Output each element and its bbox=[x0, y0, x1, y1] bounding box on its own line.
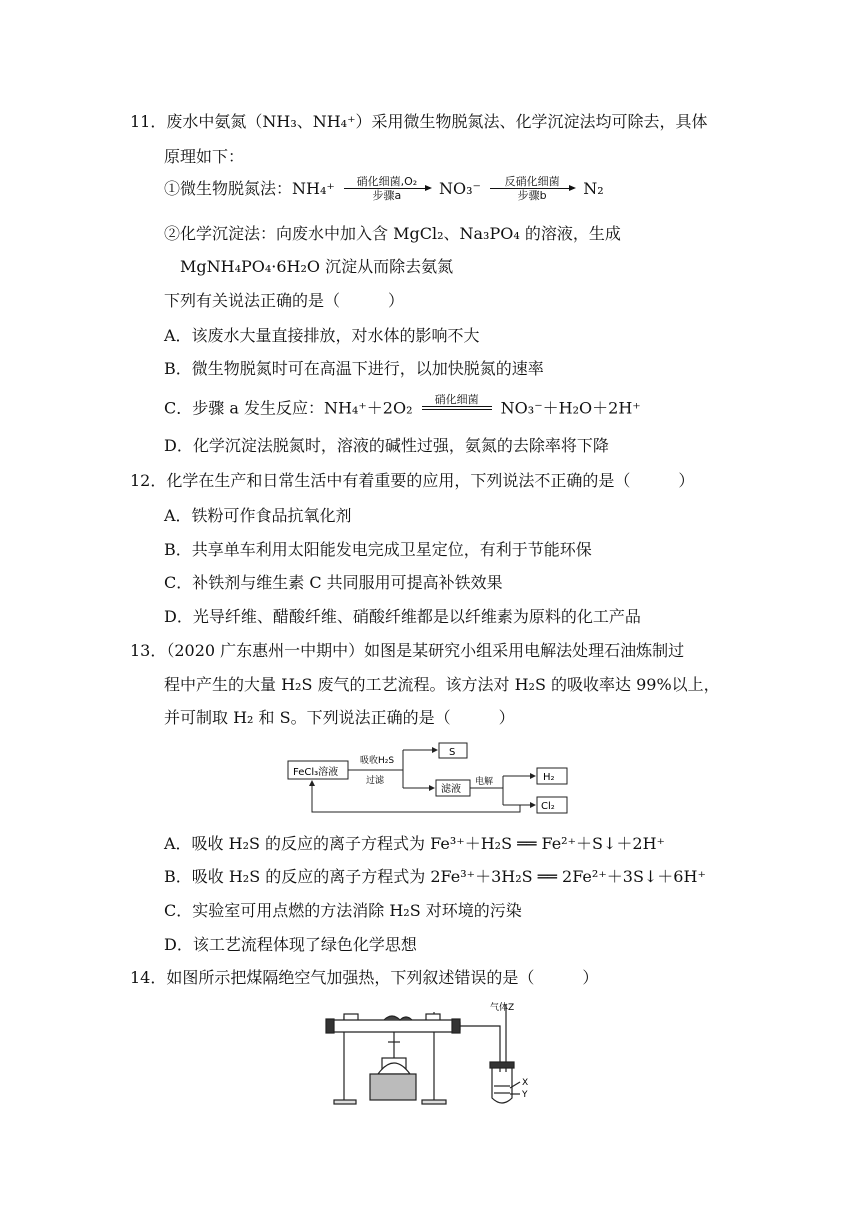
q11-method2-line1: ②化学沉淀法：向废水中加入含 MgCl₂、Na₃PO₄ 的溶液，生成 bbox=[164, 224, 621, 243]
q13-stem-line3: 并可制取 H₂ 和 S。下列说法正确的是（ ） bbox=[164, 708, 515, 727]
label-x: X bbox=[522, 1078, 529, 1088]
q11-method2-line2: MgNH₄PO₄·6H₂O 沉淀从而除去氨氮 bbox=[180, 257, 454, 276]
q11-option-b: B．微生物脱氮时可在高温下进行，以加快脱氮的速率 bbox=[164, 359, 544, 378]
q11-option-c-suffix: NO₃⁻＋H₂O＋2H⁺ bbox=[500, 398, 641, 418]
q11-option-c-arrow-top: 硝化细菌 bbox=[434, 393, 479, 406]
label-gas-z: 气体Z bbox=[490, 1003, 515, 1013]
q11-question: 下列有关说法正确的是（ ） bbox=[164, 291, 405, 310]
q11-option-c-arrow bbox=[422, 394, 492, 423]
flow-label-h2: H₂ bbox=[543, 772, 555, 783]
label-y: Y bbox=[522, 1090, 528, 1100]
flow-label-filtrate: 滤液 bbox=[441, 784, 461, 795]
q11-method1-prefix: ①微生物脱氮法：NH₄⁺ bbox=[164, 179, 335, 198]
q11-option-a: A．该废水大量直接排放，对水体的影响不大 bbox=[164, 326, 480, 345]
q14-stem: 14．如图所示把煤隔绝空气加强热，下列叙述错误的是（ ） bbox=[130, 968, 599, 987]
q13-stem-line2: 程中产生的大量 H₂S 废气的工艺流程。该方法对 H₂S 的吸收率达 99%以上， bbox=[164, 675, 720, 694]
q12-option-a: A．铁粉可作食品抗氧化剂 bbox=[164, 506, 352, 525]
q11-option-c bbox=[164, 394, 641, 424]
q11-method1-mid: NO₃⁻ bbox=[439, 179, 481, 198]
q11-option-d: D．化学沉淀法脱氮时，溶液的碱性过强，氨氮的去除率将下降 bbox=[164, 436, 609, 455]
q11-arrow-a-bottom: 步骤a bbox=[372, 189, 402, 202]
flow-label-absorb: 吸收H₂S bbox=[360, 756, 395, 766]
q11-arrow-b-bottom: 步骤b bbox=[517, 189, 547, 202]
flow-label-electrolysis: 电解 bbox=[475, 777, 494, 787]
q11-method1 bbox=[164, 176, 604, 210]
flow-label-s: S bbox=[449, 747, 456, 758]
q11-arrow-step-b bbox=[490, 176, 574, 202]
q11-stem-line2: 原理如下： bbox=[164, 147, 245, 166]
q11-stem-line1: 11．废水中氨氮（NH₃、NH₄⁺）采用微生物脱氮法、化学沉淀法均可除去，具体 bbox=[130, 112, 708, 131]
q13-stem-line1: 13．（2020 广东惠州一中期中）如图是某研究小组采用电解法处理石油炼制过 bbox=[130, 641, 685, 660]
q12-stem: 12．化学在生产和日常生活中有着重要的应用，下列说法不正确的是（ ） bbox=[130, 471, 695, 490]
q13-option-a: A．吸收 H₂S 的反应的离子方程式为 Fe³⁺＋H₂S ══ Fe²⁺＋S↓＋2H⁺ bbox=[164, 834, 665, 853]
q12-option-d: D．光导纤维、醋酸纤维、硝酸纤维都是以纤维素为原料的化工产品 bbox=[164, 607, 641, 626]
q12-option-b: B．共享单车利用太阳能发电完成卫星定位，有利于节能环保 bbox=[164, 540, 592, 559]
q11-option-c-prefix: C．步骤 a 发生反应：NH₄⁺＋2O₂ bbox=[164, 398, 413, 418]
q12-option-c: C．补铁剂与维生素 C 共同服用可提高补铁效果 bbox=[164, 573, 503, 592]
q11-arrow-a-top: 硝化细菌,O₂ bbox=[356, 175, 418, 188]
flow-label-fecl3: FeCl₃溶液 bbox=[293, 767, 339, 778]
q13-option-b: B．吸收 H₂S 的反应的离子方程式为 2Fe³⁺＋3H₂S ══ 2Fe²⁺＋3S↓＋6H⁺ bbox=[164, 867, 706, 886]
q13-option-c: C．实验室可用点燃的方法消除 H₂S 对环境的污染 bbox=[164, 901, 522, 920]
q11-method1-end: N₂ bbox=[583, 179, 604, 198]
q11-arrow-b-top: 反硝化细菌 bbox=[504, 175, 560, 188]
flow-label-cl2: Cl₂ bbox=[541, 801, 555, 812]
q14-apparatus-diagram bbox=[322, 998, 552, 1108]
q13-flow-diagram bbox=[285, 740, 575, 818]
q13-option-d: D．该工艺流程体现了绿色化学思想 bbox=[164, 935, 417, 954]
q11-arrow-step-a bbox=[344, 176, 430, 202]
flow-label-filter: 过滤 bbox=[366, 776, 385, 786]
